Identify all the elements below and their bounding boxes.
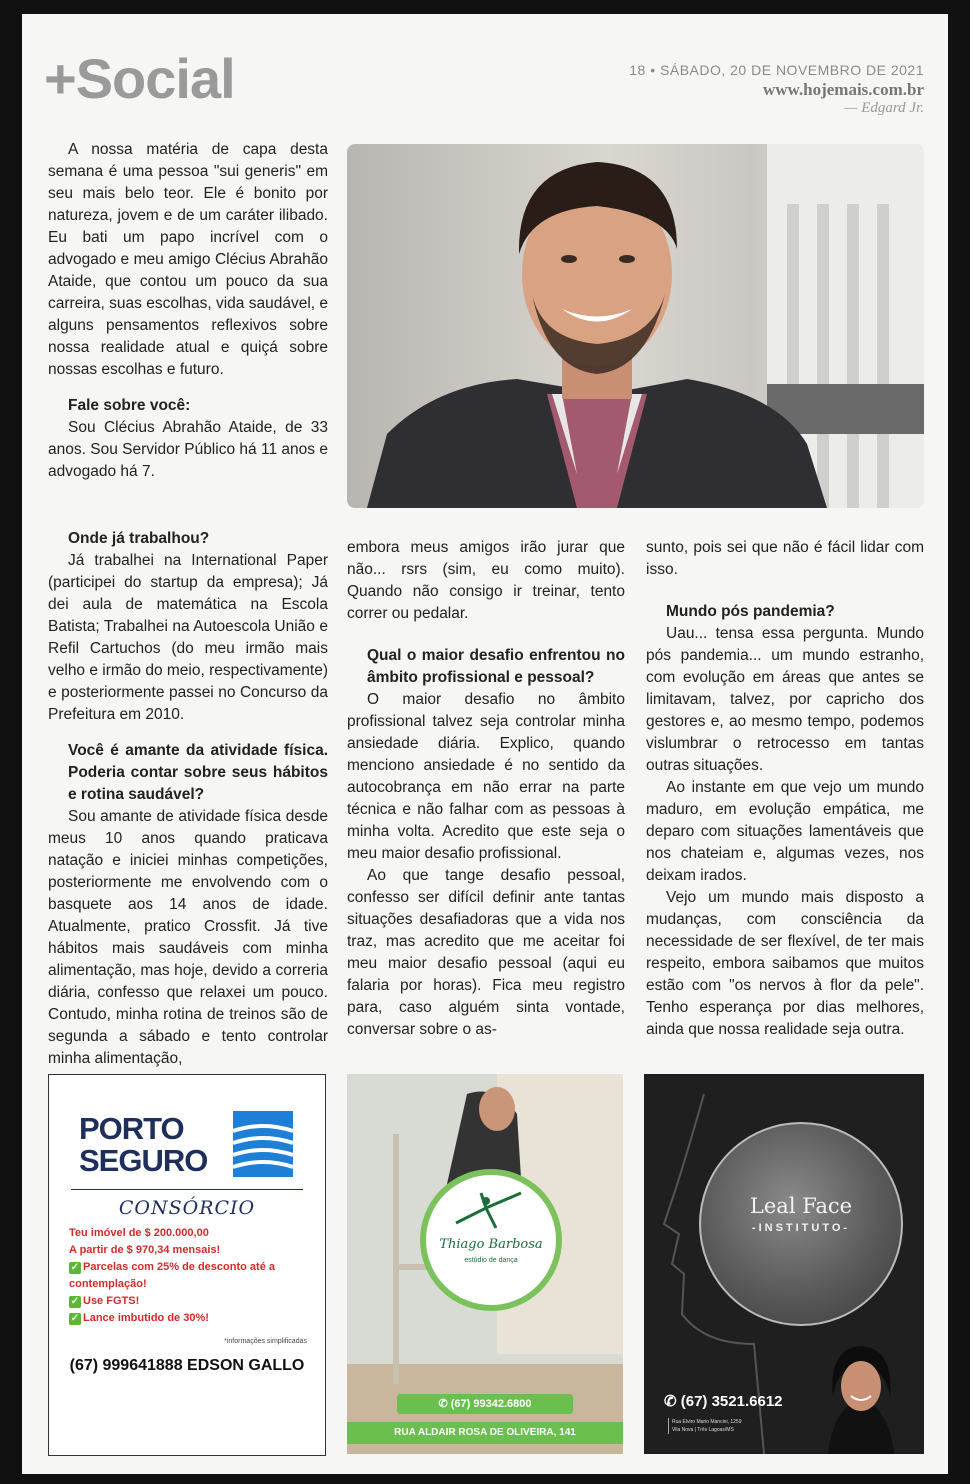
leal-face-phone-text: (67) 3521.6612 — [680, 1393, 783, 1410]
question-fitness: Você é amante da atividade física. Poderia contar sobre seus hábitos e rotina saudável? — [68, 742, 328, 803]
contact-line[interactable]: (67) 999641888 EDSON GALLO — [69, 1357, 305, 1374]
answer-work: Já trabalhei na International Paper (participei do startup da empresa); Já dei aula de matemática na Escola Batista; Trabalhei na Autoescola União e Refil Cartuchos (do meu irmão mais velho e irmão do meio, respectivamente) e posteriormente passei no Concurso da Prefeitura em 2010. — [48, 552, 328, 723]
porto-logo-line1: PORTO — [79, 1111, 184, 1146]
whatsapp-icon: ✆ — [438, 1398, 451, 1410]
answer-pandemic-1: Uau... tensa essa pergunta. Mundo pós pandemia... um mundo estranho, com evolução em áreas que antes se limitavam, talvez, por capricho dos gestores e, ao mesmo tempo, podemos vislumbrar o retrocesso em tantas outras situações. — [646, 625, 924, 774]
leal-face-address — [668, 1418, 741, 1434]
answer-fitness-2: embora meus amigos irão jurar que não... rsrs (sim, eu como muito). Quando não consigo ir treinar, tento correr ou pedalar. — [347, 539, 625, 622]
divider — [71, 1189, 303, 1190]
offer-line-1: Teu imóvel de $ 200.000,00 — [69, 1227, 209, 1239]
studio-subtitle: estúdio de dança — [464, 1257, 518, 1264]
woman-portrait — [818, 1338, 904, 1454]
ballet-barre — [393, 1134, 399, 1384]
offer-check-3 — [69, 1310, 309, 1327]
ad-dance-studio[interactable] — [347, 1074, 623, 1454]
porto-logo-line2: SEGURO — [79, 1143, 208, 1178]
question-about-you: Fale sobre você: — [68, 397, 191, 414]
intro-column — [48, 139, 328, 483]
porto-seguro-logo-icon — [233, 1111, 293, 1177]
leal-face-subtitle: -INSTITUTO- — [751, 1222, 851, 1234]
fine-print: *informações simplificadas — [224, 1338, 307, 1345]
site-url[interactable]: www.hojemais.com.br — [762, 80, 924, 99]
studio-name: Thiago Barbosa — [439, 1237, 543, 1252]
product-name: CONSÓRCIO — [118, 1197, 256, 1219]
check-icon: ✓ — [70, 1313, 80, 1324]
leal-face-phone[interactable] — [664, 1392, 783, 1410]
leal-face-logo — [699, 1122, 903, 1326]
answer-about-you: Sou Clécius Abrahão Ataide, de 33 anos. Sou Servidor Público há 11 anos e advogado há 7. — [48, 419, 328, 480]
section-title: +Social — [44, 47, 235, 110]
ad-leal-face[interactable] — [644, 1074, 924, 1454]
leal-address-line1: Rua Elviro Mario Mancini, 1259 — [672, 1419, 742, 1425]
answer-pandemic-2: Ao instante em que vejo um mundo maduro, em evolução empática, me deparo com situações lamentáveis que nos chateiam e, algumas vezes, nos deixam irados. — [646, 779, 924, 884]
ad-porto-seguro[interactable] — [48, 1074, 326, 1456]
portrait-photo — [347, 144, 924, 508]
answer-challenge-3: sunto, pois sei que não é fácil lidar com isso. — [646, 539, 924, 578]
studio-phone-text: (67) 99342.6800 — [450, 1398, 532, 1410]
answer-challenge-1: O maior desafio no âmbito profissional talvez seja controlar minha ansiedade diária. Explico, quando menciono ansiedade é no sentido da autocobrança em não errar na parte técnica e não falhar com as pessoas à minha volta. Acredito que este seja o meu maior desafio profissional. — [347, 691, 625, 862]
column-b — [347, 537, 625, 1041]
offer-check-1 — [69, 1259, 309, 1293]
answer-challenge-2: Ao que tange desafio pessoal, confesso ser difícil definir ante tantas situações desafiadoras que a vida nos traz, mas acredito que me aceitar foi meu maior desafio pessoal (aqui eu falaria por horas). Fica meu registro para, caso alguém sinta vontade, conversar sobre o as- — [347, 867, 625, 1038]
offer-check-2-text: Use FGTS! — [83, 1295, 140, 1307]
question-work: Onde já trabalhou? — [68, 530, 210, 547]
answer-fitness-1: Sou amante de atividade física desde meus 10 anos quando praticava natação e iniciei minhas competições, posteriormente me envolvendo com o basquete aos 14 anos de idade. Atualmente, pratico Crossfit. Já tive hábitos mais saudáveis com minha alimentação, mas hoje, devido a correria diária, confesso que relaxei um pouco. Contudo, minha rotina de treinos são de segunda a sábado e tento controlar minha alimentação, — [48, 808, 328, 1067]
intro-paragraph: A nossa matéria de capa desta semana é uma pessoa "sui generis" em seu mais belo teor. Ele é bonito por natureza, jovem e de um caráter ilibado. Eu bati um papo incrível com o advogado e meu amigo Clécius Abrahão Ataide, que contou um pouco da sua carreira, suas escolhas, vida saudável, e alguns pensamentos reflexivos sobre nossa realidade atual e quiçá sobre nossas escolhas e futuro. — [48, 141, 329, 378]
question-challenge: Qual o maior desafio enfrentou no âmbito profissional e pessoal? — [367, 647, 625, 686]
leal-address-line2: Vila Nova | Três Lagoas/MS — [672, 1427, 734, 1433]
studio-phone[interactable] — [397, 1394, 573, 1414]
leal-face-title: Leal Face — [749, 1194, 853, 1218]
offer-check-1-text: Parcelas com 25% de desconto até a contemplação! — [69, 1261, 275, 1290]
check-icon: ✓ — [70, 1296, 80, 1307]
check-icon: ✓ — [70, 1262, 80, 1273]
offer-check-2 — [69, 1293, 309, 1310]
issue-meta — [629, 62, 924, 117]
portrait-illustration — [347, 144, 924, 508]
issue-date: 18 • SÁBADO, 20 DE NOVEMBRO DE 2021 — [629, 62, 924, 78]
column-c — [646, 537, 924, 1041]
porto-seguro-logo-text — [79, 1113, 207, 1177]
phone-icon: ✆ — [664, 1393, 681, 1410]
dance-studio-logo — [420, 1169, 562, 1311]
offer-check-3-text: Lance imbutido de 30%! — [83, 1312, 209, 1324]
author-signature: — Edgard Jr. — [844, 100, 924, 116]
dancer-icon — [426, 1183, 556, 1243]
question-pandemic: Mundo pós pandemia? — [666, 603, 835, 620]
offer-details — [69, 1225, 309, 1327]
offer-line-2: A partir de $ 970,34 mensais! — [69, 1244, 221, 1256]
answer-pandemic-3: Vejo um mundo mais disposto a mudanças, com consciência da necessidade de ser flexível, de ter mais respeito, embora saibamos que muitos estão com "os nervos à flor da pele". Tenho esperança por dias melhores, ainda que nossa realidade seja outra. — [646, 889, 924, 1038]
studio-address: RUA ALDAIR ROSA DE OLIVEIRA, 141 — [347, 1422, 623, 1444]
column-a — [48, 514, 328, 1070]
masthead — [44, 44, 924, 124]
magazine-page — [22, 14, 948, 1474]
